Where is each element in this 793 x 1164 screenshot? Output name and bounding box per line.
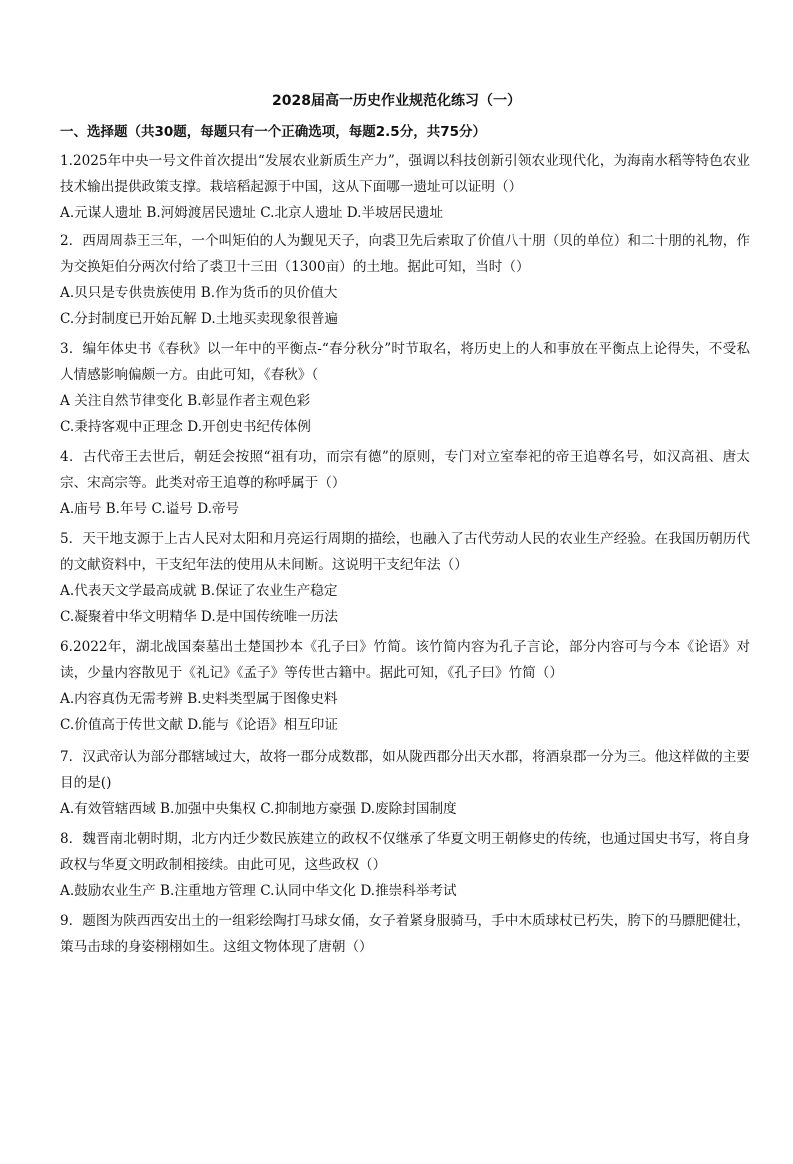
question-stem: 8．魏晋南北朝时期，北方内迁少数民族建立的政权不仅继承了华夏文明王朝修史的传统，也通过国史书写，将自身政权与华夏文明政制相接续。由此可见，这些政权（）: [60, 831, 750, 873]
question-9: [60, 908, 750, 960]
question-options: A.鼓励农业生产 B.注重地方管理 C.认同中华文化 D.推崇科举考试: [60, 883, 457, 899]
page-title: 2028届高一历史作业规范化练习（一）: [272, 93, 521, 109]
question-6: [60, 634, 750, 738]
question-options: C.秉持客观中正理念 D.开创史书纪传体例: [60, 419, 311, 435]
question-stem: 7．汉武帝认为部分郡辖域过大，故将一郡分成数郡，如从陇西郡分出天水郡，将酒泉郡一分为三。他这样做的主要目的是(): [60, 749, 750, 791]
question-3: [60, 336, 750, 440]
question-options: A 关注自然节律变化 B.彰显作者主观色彩: [60, 393, 311, 409]
question-options: A.贝只是专供贵族使用 B.作为货币的贝价值大: [60, 285, 338, 301]
question-2: [60, 228, 750, 332]
question-5: [60, 526, 750, 630]
question-4: [60, 444, 750, 522]
question-stem: 6.2022年，湖北战国秦墓出土楚国抄本《孔子曰》竹简。该竹简内容为孔子言论，部分内容可与今本《论语》对读，少量内容散见于《礼记》《孟子》等传世古籍中。据此可知，《孔子曰》竹简（）: [60, 639, 750, 681]
question-options: C.凝聚着中华文明精华 D.是中国传统唯一历法: [60, 609, 338, 625]
question-stem: 2．西周周恭王三年，一个叫矩伯的人为觐见天子，向裘卫先后索取了价值八十朋（贝的单位）和二十朋的礼物，作为交换矩伯分两次付给了裘卫十三田（1300亩）的土地。据此可知，当时（）: [60, 233, 750, 275]
question-options: A.代表天文学最高成就 B.保证了农业生产稳定: [60, 583, 338, 599]
question-options: A.庙号 B.年号 C.谥号 D.帝号: [60, 501, 240, 517]
question-stem: 1.2025年中央一号文件首次提出“发展农业新质生产力”，强调以科技创新引领农业现代化，为海南水稻等特色农业技术输出提供政策支撑。栽培稻起源于中国，这从下面哪一遗址可以证明（）: [60, 153, 750, 195]
question-stem: 3．编年体史书《春秋》以一年中的平衡点-“春分秋分”时节取名，将历史上的人和事放在平衡点上论得失，不受私人情感影响偏颇一方。由此可知，《春秋》（: [60, 341, 750, 383]
question-stem: 4．古代帝王去世后，朝廷会按照“祖有功，而宗有德”的原则，专门对立室奉祀的帝王追尊名号，如汉高祖、唐太宗、宋高宗等。此类对帝王追尊的称呼属于（）: [60, 449, 750, 491]
question-options: A.有效管辖西域 B.加强中央集权 C.抑制地方豪强 D.废除封国制度: [60, 801, 457, 817]
question-1: [60, 148, 750, 226]
question-options: A.元谋人遗址 B.河姆渡居民遗址 C.北京人遗址 D.半坡居民遗址: [60, 205, 444, 221]
question-8: [60, 826, 750, 904]
question-options: A.内容真伪无需考辨 B.史料类型属于图像史料: [60, 691, 338, 707]
question-stem: 5．天干地支源于上古人民对太阳和月亮运行周期的描绘，也融入了古代劳动人民的农业生产经验。在我国历朝历代的文献资料中，干支纪年法的使用从未间断。这说明干支纪年法（）: [60, 531, 750, 573]
question-stem: 9．题图为陕西西安出土的一组彩绘陶打马球女俑，女子着紧身服骑马，手中木质球杖已朽失，胯下的马膘肥健壮，策马击球的身姿栩栩如生。这组文物体现了唐朝（）: [60, 913, 750, 955]
question-7: [60, 744, 750, 822]
section-heading: 一、选择题（共30题，每题只有一个正确选项，每题2.5分，共75分）: [60, 124, 486, 140]
question-options: C.价值高于传世文献 D.能与《论语》相互印证: [60, 717, 338, 733]
question-options: C.分封制度已开始瓦解 D.土地买卖现象很普遍: [60, 311, 338, 327]
